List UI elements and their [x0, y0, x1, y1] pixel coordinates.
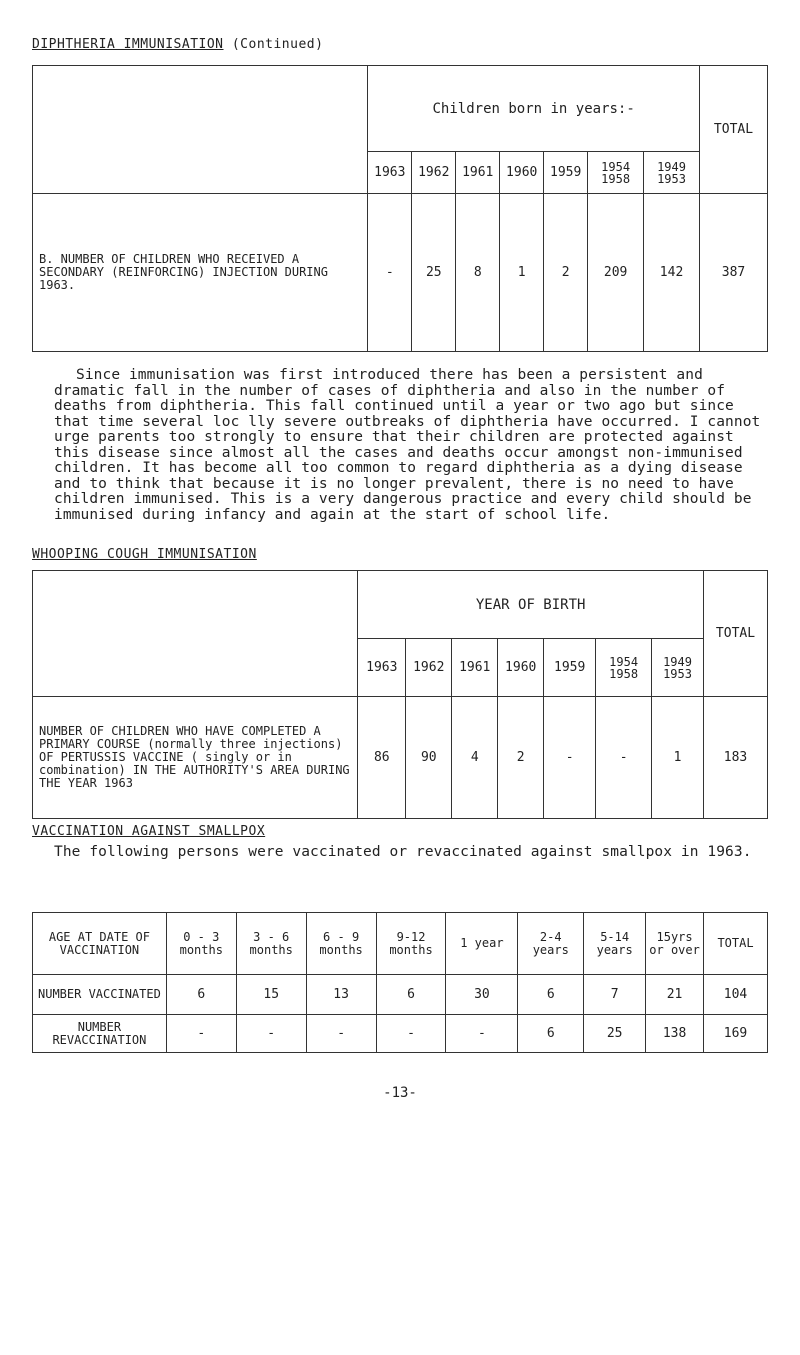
page-number: -13-	[383, 1085, 417, 1101]
whooping-cough-heading	[32, 547, 257, 562]
table1-value: 1	[500, 194, 544, 352]
table1-year-header: 1962	[412, 152, 456, 194]
table1-total-header: TOTAL	[700, 66, 768, 194]
table3-value: -	[236, 1015, 306, 1053]
table2-year-header: 1949 1953	[652, 639, 704, 697]
table1-value: 2	[544, 194, 588, 352]
table3-value: -	[376, 1015, 446, 1053]
table2-value: 90	[406, 697, 452, 819]
table2-total-value: 183	[704, 697, 768, 819]
table2-year-header: 1960	[498, 639, 544, 697]
table1-year-header: 1961	[456, 152, 500, 194]
table3-value: -	[446, 1015, 518, 1053]
table3-value: -	[166, 1015, 236, 1053]
table1-group-header: Children born in years:-	[368, 66, 700, 152]
table1-year-header: 1963	[368, 152, 412, 194]
whooping-cough-table	[32, 570, 768, 819]
whooping-cough-title: WHOOPING COUGH IMMUNISATION	[32, 547, 257, 562]
table3-col-header: 6 - 9 months	[306, 913, 376, 975]
table1-value: 8	[456, 194, 500, 352]
table1-value: 25	[412, 194, 456, 352]
table2-value: 2	[498, 697, 544, 819]
table3-col-header: 15yrs or over	[646, 913, 704, 975]
table2-year-header: 1963	[358, 639, 406, 697]
table2-total-header: TOTAL	[704, 571, 768, 697]
table1-row-label: B. NUMBER OF CHILDREN WHO RECEIVED A SECONDARY (REINFORCING) INJECTION DURING 1963.	[33, 194, 368, 352]
table1-total-value: 387	[700, 194, 768, 352]
smallpox-table	[32, 912, 768, 1053]
table3-value: 7	[584, 975, 646, 1015]
table3-col-header: 1 year	[446, 913, 518, 975]
table3-value: 25	[584, 1015, 646, 1053]
page-title: DIPHTHERIA IMMUNISATION	[32, 37, 224, 52]
table3-value: 6	[518, 975, 584, 1015]
diphtheria-paragraph: Since immunisation was first introduced there has been a persistent and dramatic fall in the number of cases of diphtheria and also in the number of deaths from diphtheria. This fall continued until a year or two ago but since that time several loc lly severe outbreaks of diphtheria have occurred. I cannot urge parents too strongly to ensure that their children are protected against this disease since almost all the cases and deaths occur amongst non-immunised children. It has become all too common to regard diphtheria as a dying disease and to think that because it is no longer prevalent, there is no need to have children immunised. This is a very dangerous practice and every child should be immunised during infancy and again at the start of school life.	[54, 367, 761, 523]
table2-group-header: YEAR OF BIRTH	[358, 571, 704, 639]
table2-value: -	[596, 697, 652, 819]
table3-value: 21	[646, 975, 704, 1015]
table2-value: 4	[452, 697, 498, 819]
table1-corner	[33, 66, 368, 194]
table2-year-header: 1962	[406, 639, 452, 697]
table2-value: 1	[652, 697, 704, 819]
table3-value: 6	[518, 1015, 584, 1053]
table3-col-header: 5-14 years	[584, 913, 646, 975]
table3-value: 6	[166, 975, 236, 1015]
table2-corner	[33, 571, 358, 697]
page-heading	[32, 37, 323, 52]
table3-row-label: NUMBER REVACCINATION	[33, 1015, 167, 1053]
table1-year-header: 1954 1958	[588, 152, 644, 194]
smallpox-paragraph: The following persons were vaccinated or revaccinated against smallpox in 1963.	[54, 844, 752, 860]
table3-value: 15	[236, 975, 306, 1015]
table2-value: 86	[358, 697, 406, 819]
table3-corner: AGE AT DATE OF VACCINATION	[33, 913, 167, 975]
table1-value: 209	[588, 194, 644, 352]
page-subtitle: (Continued)	[231, 37, 324, 52]
smallpox-heading	[32, 824, 265, 839]
table1-value: 142	[644, 194, 700, 352]
table3-col-header: 3 - 6 months	[236, 913, 306, 975]
diphtheria-table	[32, 65, 768, 352]
table3-col-header: 2-4 years	[518, 913, 584, 975]
table3-total-value: 169	[704, 1015, 768, 1053]
table3-col-header: TOTAL	[704, 913, 768, 975]
table3-value: 13	[306, 975, 376, 1015]
table1-year-header: 1960	[500, 152, 544, 194]
smallpox-title: VACCINATION AGAINST SMALLPOX	[32, 824, 266, 839]
table1-value: -	[368, 194, 412, 352]
table3-row-label: NUMBER VACCINATED	[33, 975, 167, 1015]
table3-value: 30	[446, 975, 518, 1015]
table2-year-header: 1959	[544, 639, 596, 697]
table2-value: -	[544, 697, 596, 819]
table3-value: 138	[646, 1015, 704, 1053]
table3-value: -	[306, 1015, 376, 1053]
table2-year-header: 1961	[452, 639, 498, 697]
table3-col-header: 0 - 3 months	[166, 913, 236, 975]
table1-year-header: 1949 1953	[644, 152, 700, 194]
table3-col-header: 9-12 months	[376, 913, 446, 975]
table3-value: 6	[376, 975, 446, 1015]
table1-year-header: 1959	[544, 152, 588, 194]
table3-total-value: 104	[704, 975, 768, 1015]
table2-year-header: 1954 1958	[596, 639, 652, 697]
table2-row-label: NUMBER OF CHILDREN WHO HAVE COMPLETED A PRIMARY COURSE (normally three injections) OF PERTUSSIS VACCINE ( singly or in combination) IN THE AUTHORITY'S AREA DURING THE YEAR 1963	[33, 697, 358, 819]
